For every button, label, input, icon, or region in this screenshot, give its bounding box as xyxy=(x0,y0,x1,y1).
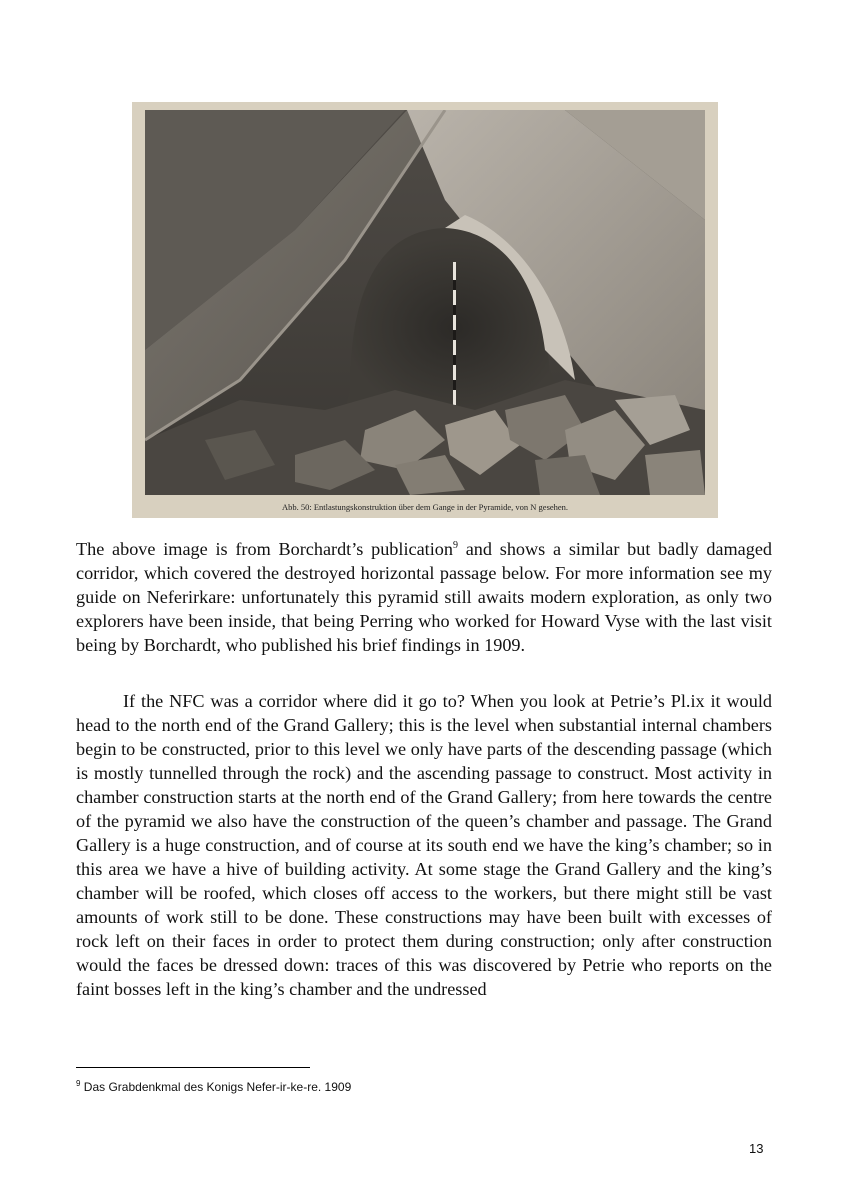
footnote-text: Das Grabdenkmal des Konigs Nefer-ir-ke-re. 1909 xyxy=(83,1080,352,1094)
page-number: 13 xyxy=(749,1141,764,1156)
footnote-reference[interactable]: 9 xyxy=(452,540,458,551)
p1-text-after: and shows a similar but badly damaged corridor, which covered the destroyed horizontal passage below. For more information see my guide on Neferirkare: unfortunately this pyramid still awaits modern exploration, as only two explorers have been inside, that being Perring who worked for Howard Vyse with the last visit being by Borchardt, who published his brief findings in 1909. xyxy=(76,539,772,655)
figure-caption: Abb. 50: Entlastungskonstruktion über dem Gange in der Pyramide, von N gesehen. xyxy=(281,502,569,512)
footnote xyxy=(76,1080,351,1094)
figure xyxy=(132,102,718,518)
footnote-divider xyxy=(76,1067,310,1068)
photo-illustration xyxy=(145,110,705,495)
archival-photo xyxy=(145,110,705,495)
p1-text-before: The above image is from Borchardt’s publication xyxy=(76,539,453,559)
footnote-number: 9 xyxy=(76,1079,81,1088)
paragraph-1 xyxy=(76,537,772,657)
paragraph-2 xyxy=(76,689,772,1001)
p2-text: If the NFC was a corridor where did it go to? When you look at Petrie’s Pl.ix it would head to the north end of the Grand Gallery; this is the level when substantial internal chambers begin to be constructed, prior to this level we only have parts of the descending passage (which is mostly tunnelled through the rock) and the ascending passage to construct. Most activity in chamber construction starts at the north end of the Grand Gallery; from here towards the centre of the pyramid we also have the construction of the queen’s chamber and passage. The Grand Gallery is a huge construction, and of course at its south end we have the king’s chamber; so in this area we have a hive of building activity. At some stage the Grand Gallery and the king’s chamber will be roofed, which closes off access to the workers, but there might still be vast amounts of work still to be done. These constructions may have been built with excesses of rock left on their faces in order to protect them during construction; only after construction would the faces be dressed down: traces of this was discovered by Petrie who reports on the faint bosses left in the king’s chamber and the undressed xyxy=(76,691,772,999)
